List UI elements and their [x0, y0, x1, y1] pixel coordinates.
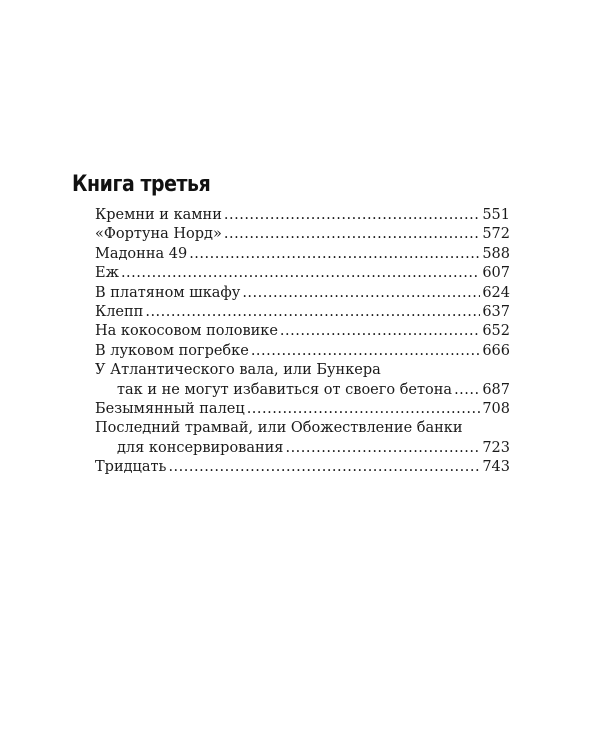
toc-entry	[95, 342, 510, 361]
toc-line	[95, 225, 510, 244]
dot-leader	[121, 264, 480, 283]
dot-leader	[224, 206, 480, 225]
toc-entry-title-continued: так и не могут избавиться от своего бетона	[117, 381, 453, 398]
toc-page-number: 607	[482, 265, 510, 282]
dot-leader	[189, 245, 480, 264]
toc-entry	[95, 303, 510, 322]
toc-entry-title: На кокосовом половике	[95, 323, 278, 340]
section-heading: Книга третья	[72, 172, 211, 197]
toc-entry-title: Последний трамвай, или Обожествление банки	[95, 420, 463, 437]
toc-page-number: 708	[482, 400, 510, 417]
toc-entry-title-continued: для консервирования	[117, 439, 284, 456]
toc-entry	[95, 245, 510, 264]
dot-leader	[280, 322, 480, 341]
toc-line	[95, 206, 510, 225]
toc-entry-title: Кремни и камни	[95, 207, 222, 223]
dot-leader	[454, 381, 480, 400]
toc-page-number: 743	[482, 459, 510, 476]
dot-leader	[242, 284, 480, 303]
toc-entry-title: У Атлантического вала, или Бункера	[95, 362, 381, 379]
toc-page-number: 624	[482, 284, 510, 301]
toc-entry-title: Тридцать	[95, 459, 167, 476]
toc-page-number: 551	[482, 207, 510, 223]
toc-page-number: 652	[482, 323, 510, 340]
toc-entry	[95, 419, 510, 458]
toc-line	[95, 264, 510, 283]
toc-page-number: 666	[482, 342, 510, 359]
toc-page-number: 723	[482, 439, 510, 456]
toc-entry-title: В луковом погребке	[95, 342, 249, 359]
toc-page-number: 637	[482, 303, 510, 320]
toc-line	[95, 342, 510, 361]
dot-leader	[168, 458, 480, 477]
dot-leader	[224, 225, 480, 244]
toc-entry	[95, 264, 510, 283]
toc-entry-title: Клепп	[95, 303, 144, 320]
toc-line	[95, 245, 510, 264]
toc-entry-title: В платяном шкафу	[95, 284, 241, 301]
toc-line-continuation	[95, 439, 510, 458]
toc-entry	[95, 322, 510, 341]
toc-entry-title: Безымянный палец	[95, 400, 245, 417]
toc-entry	[95, 400, 510, 419]
toc-page-number: 687	[482, 381, 510, 398]
toc-line	[95, 322, 510, 341]
toc-line-continuation	[95, 381, 510, 400]
toc-line	[95, 361, 510, 380]
toc-line	[95, 400, 510, 419]
toc-line	[95, 303, 510, 322]
dot-leader	[145, 303, 480, 322]
table-of-contents	[95, 206, 510, 477]
toc-line	[95, 419, 510, 438]
toc-entry-title: Еж	[95, 265, 119, 282]
toc-page-number: 588	[482, 245, 510, 262]
toc-line	[95, 284, 510, 303]
toc-entry	[95, 458, 510, 477]
dot-leader	[251, 342, 481, 361]
dot-leader	[285, 439, 480, 458]
toc-entry	[95, 284, 510, 303]
toc-page-number: 572	[482, 226, 510, 243]
toc-entry-title: Мадонна 49	[95, 245, 188, 262]
dot-leader	[247, 400, 481, 419]
toc-entry	[95, 225, 510, 244]
toc-entry-title: «Фортуна Норд»	[95, 226, 222, 243]
toc-entry	[95, 206, 510, 225]
toc-entry	[95, 361, 510, 400]
toc-line	[95, 458, 510, 477]
